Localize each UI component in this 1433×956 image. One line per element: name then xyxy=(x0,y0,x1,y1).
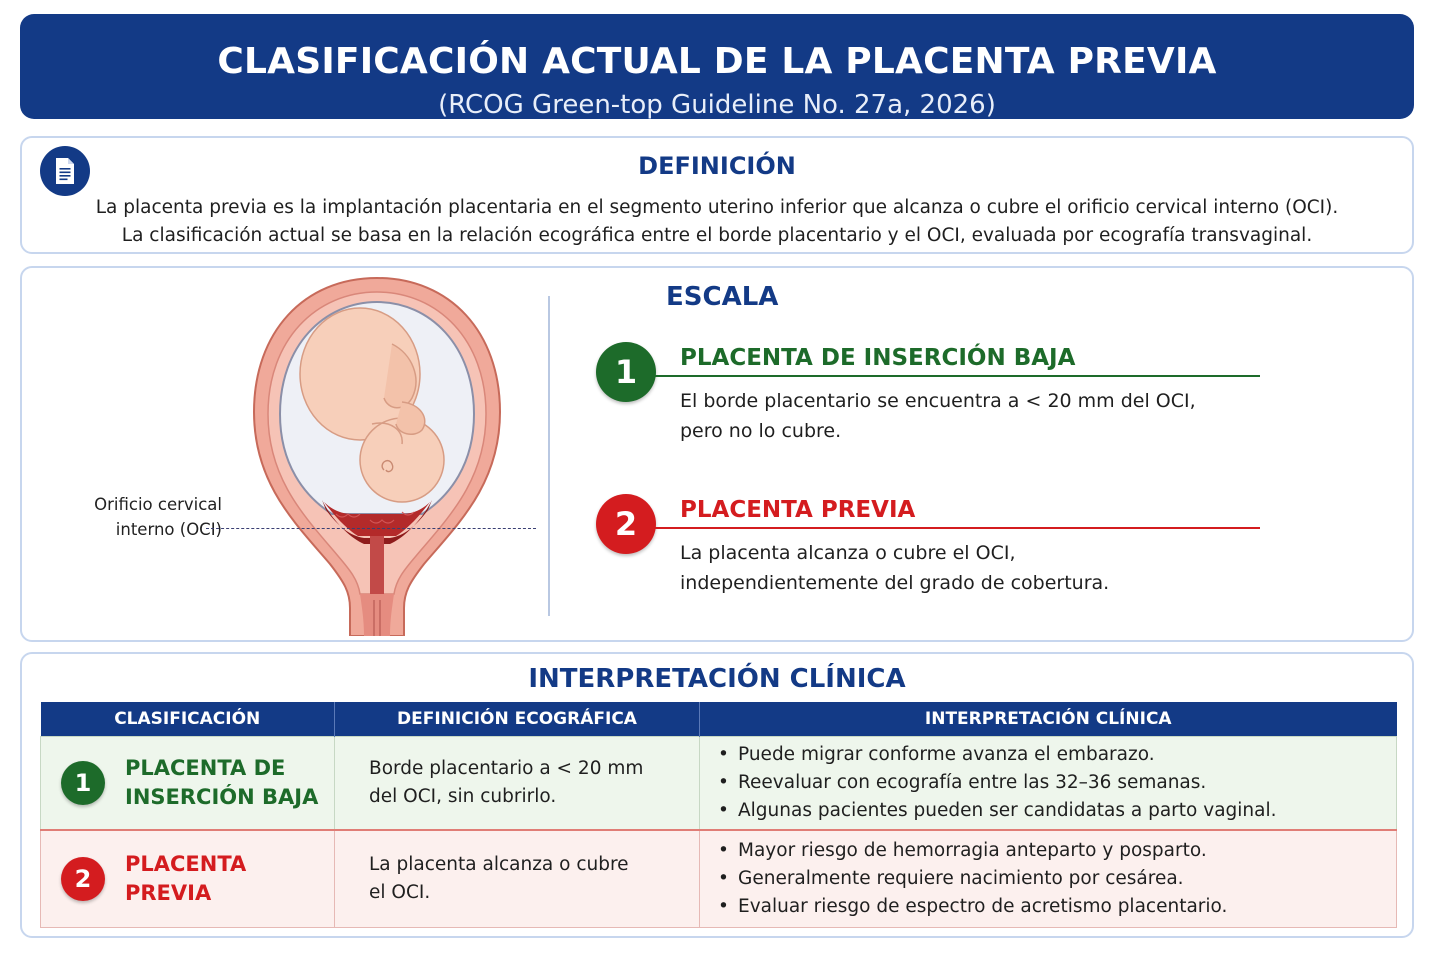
oci-pointer-line xyxy=(206,528,536,529)
clinical-cell xyxy=(700,736,1397,830)
table-header-row xyxy=(41,702,1397,736)
desc-line: La placenta alcanza o cubre el OCI, xyxy=(680,542,1016,564)
bullet-item: • Algunas pacientes pueden ser candidatas a parto vaginal. xyxy=(718,797,1396,825)
oci-label xyxy=(62,492,222,542)
title-banner xyxy=(20,14,1414,119)
classification-cell xyxy=(41,736,335,830)
page-title: CLASIFICACIÓN ACTUAL DE LA PLACENTA PREVIA xyxy=(217,41,1217,82)
echo-definition-cell xyxy=(335,830,700,928)
desc-line: El borde placentario se encuentra a < 20 mm del OCI, xyxy=(680,390,1196,412)
scale-item-desc xyxy=(680,538,1240,598)
definition-text xyxy=(22,194,1412,250)
scale-item-name: PLACENTA PREVIA xyxy=(680,497,916,523)
definition-title: DEFINICIÓN xyxy=(638,152,796,180)
number-badge: 2 xyxy=(61,857,105,901)
name-line: PLACENTA DE xyxy=(125,755,286,780)
bullet-item: • Evaluar riesgo de espectro de acretismo placentario. xyxy=(718,893,1396,921)
page-subtitle: (RCOG Green-top Guideline No. 27a, 2026) xyxy=(438,90,996,120)
bullet-item: • Generalmente requiere nacimiento por cesárea. xyxy=(718,865,1396,893)
scale-item-rule xyxy=(652,375,1260,377)
column-header: CLASIFICACIÓN xyxy=(41,702,335,736)
oci-label-line: Orificio cervical xyxy=(94,495,222,514)
name-line: PREVIA xyxy=(125,880,212,905)
desc-line: independientemente del grado de cobertura. xyxy=(680,572,1110,594)
number-badge: 1 xyxy=(61,761,105,805)
scale-item-rule xyxy=(652,527,1260,529)
echo-definition-cell xyxy=(335,736,700,830)
clinical-cell xyxy=(700,830,1397,928)
desc-line: pero no lo cubre. xyxy=(680,420,842,442)
interpretation-card xyxy=(20,652,1414,938)
number-badge: 2 xyxy=(596,494,656,554)
scale-item-name: PLACENTA DE INSERCIÓN BAJA xyxy=(680,345,1076,371)
classification-name xyxy=(125,754,318,812)
echo-line: del OCI, sin cubrirlo. xyxy=(369,785,557,807)
interpretation-title: INTERPRETACIÓN CLÍNICA xyxy=(528,664,906,694)
echo-line: el OCI. xyxy=(369,881,431,903)
number-badge: 1 xyxy=(596,342,656,402)
classification-name xyxy=(125,850,246,908)
bullet-item: • Mayor riesgo de hemorragia anteparto y posparto. xyxy=(718,837,1396,865)
name-line: PLACENTA xyxy=(125,851,247,876)
scale-card xyxy=(20,266,1414,642)
definition-card xyxy=(20,136,1414,254)
uterus-fetus-illustration xyxy=(252,274,502,636)
echo-line: Borde placentario a < 20 mm xyxy=(369,757,644,779)
clinical-table xyxy=(40,702,1397,928)
definition-line: La clasificación actual se basa en la relación ecográfica entre el borde placentario y el OCI, evaluada por ecografía transvaginal. xyxy=(121,225,1313,246)
column-header: INTERPRETACIÓN CLÍNICA xyxy=(700,702,1397,736)
bullet-item: • Reevaluar con ecografía entre las 32–36 semanas. xyxy=(718,769,1396,797)
classification-cell xyxy=(41,830,335,928)
echo-line: La placenta alcanza o cubre xyxy=(369,853,629,875)
table-row xyxy=(41,736,1397,830)
oci-label-line: interno (OCI) xyxy=(115,520,222,539)
definition-line: La placenta previa es la implantación placentaria en el segmento uterino inferior que alcanza o cubre el orificio cervical interno (OCI). xyxy=(95,197,1339,218)
table-row xyxy=(41,830,1397,928)
scale-item-desc xyxy=(680,386,1240,446)
column-header: DEFINICIÓN ECOGRÁFICA xyxy=(335,702,700,736)
bullet-item: • Puede migrar conforme avanza el embarazo. xyxy=(718,741,1396,769)
name-line: INSERCIÓN BAJA xyxy=(125,784,319,809)
vertical-divider xyxy=(548,296,550,616)
scale-title: ESCALA xyxy=(666,282,779,312)
